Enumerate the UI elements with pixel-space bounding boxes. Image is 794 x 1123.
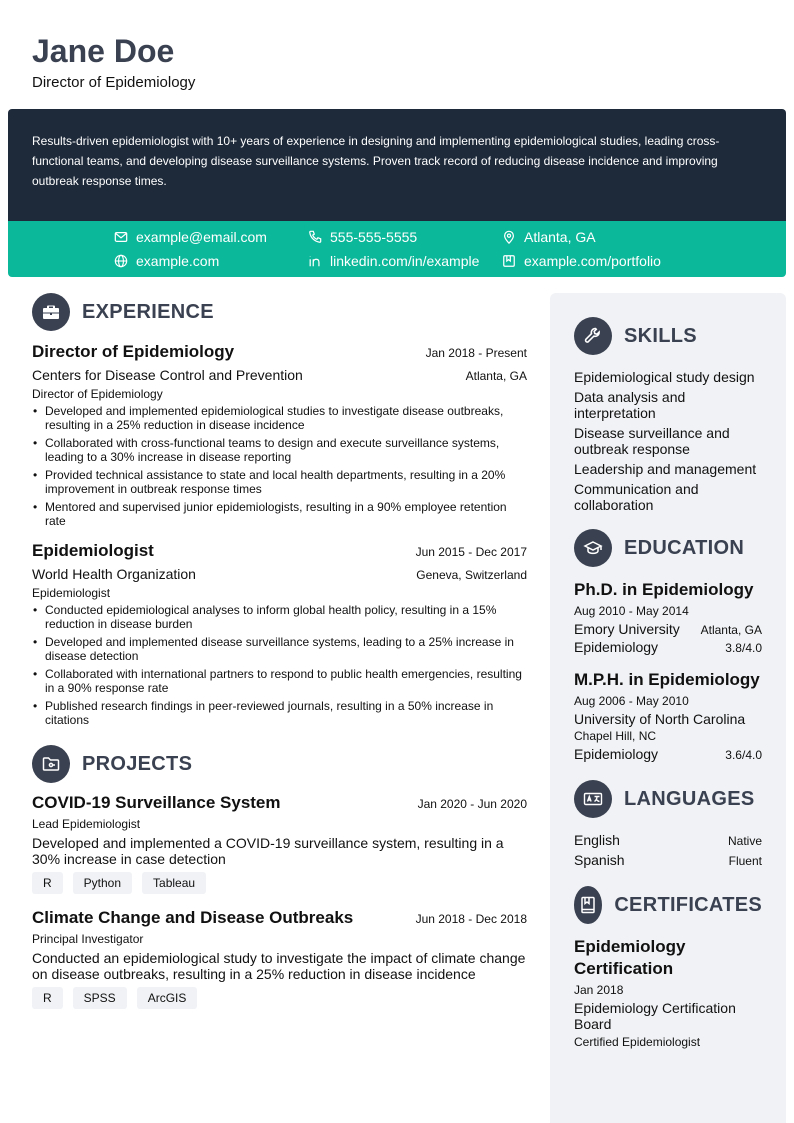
project-entry [32, 908, 527, 1009]
experience-heading [32, 293, 527, 331]
contact-bar [8, 221, 786, 277]
language-name: Spanish [574, 852, 625, 868]
contact-website-text: example.com [136, 253, 220, 269]
skill-tag: R [32, 872, 63, 894]
project-title: COVID-19 Surveillance System [32, 793, 281, 812]
languages-heading [574, 780, 762, 818]
phone-icon [308, 230, 322, 244]
contact-linkedin-text: linkedin.com/in/example [330, 253, 480, 269]
summary-text: Results-driven epidemiologist with 10+ years of experience in designing and implementing epidemiological studies, leading cross-functional teams, and developing disease surveillance systems. Proven track record of reducing disease incidence and improving outbreak response times. [32, 134, 720, 188]
language-name: English [574, 832, 620, 848]
education-entry [574, 579, 762, 655]
list-item: • Developed and implemented disease surveillance systems, leading to a 25% increase in disease detection [32, 635, 527, 663]
candidate-title: Director of Epidemiology [32, 74, 196, 91]
education-title: EDUCATION [624, 536, 745, 559]
job-organization: World Health Organization [32, 566, 196, 582]
skill-tag: R [32, 987, 63, 1009]
certificate-issuer: Epidemiology Certification Board [574, 1000, 736, 1032]
job-entry [32, 342, 527, 528]
contact-location [502, 228, 596, 246]
education-dates: Aug 2010 - May 2014 [574, 604, 689, 618]
certificates-title: CERTIFICATES [614, 893, 762, 916]
project-dates: Jan 2020 - Jun 2020 [417, 797, 527, 811]
languages-list [574, 832, 762, 868]
languages-title: LANGUAGES [624, 787, 755, 810]
degree-title: Ph.D. in Epidemiology [574, 580, 754, 599]
certificate-book-icon [574, 886, 602, 924]
list-item: Communication and collaboration [574, 481, 699, 513]
contact-linkedin[interactable] [308, 252, 479, 270]
project-description: Developed and implemented a COVID-19 surveillance system, resulting in a 30% increase in case detection [32, 835, 504, 867]
contact-website[interactable] [114, 252, 219, 270]
main-column [32, 293, 527, 1009]
school-location: Chapel Hill, NC [574, 729, 657, 743]
contact-portfolio[interactable] [502, 252, 661, 270]
graduation-cap-icon [574, 529, 612, 567]
list-item: • Collaborated with cross-functional teams to design and execute surveillance systems, leading to a 30% increase in disease reporting [32, 436, 527, 464]
project-role: Lead Epidemiologist [32, 817, 141, 831]
folder-icon [32, 745, 70, 783]
school-name: University of North Carolina [574, 711, 746, 727]
job-entry [32, 541, 527, 727]
job-bullets [32, 603, 527, 727]
project-tags [32, 987, 527, 1009]
gpa: 3.8/4.0 [725, 641, 762, 655]
project-role: Principal Investigator [32, 932, 144, 946]
certificate-name: Epidemiology Certification [574, 937, 686, 978]
projects-title: PROJECTS [82, 752, 193, 775]
list-item: Epidemiological study design [574, 369, 755, 385]
field-of-study: Epidemiology [574, 639, 659, 655]
globe-icon [114, 254, 128, 268]
map-pin-icon [502, 230, 516, 244]
list-item: Disease surveillance and outbreak response [574, 425, 730, 457]
list-item [574, 852, 762, 868]
language-level: Fluent [728, 854, 762, 868]
project-dates: Jun 2018 - Dec 2018 [415, 912, 527, 926]
job-location: Atlanta, GA [465, 369, 527, 383]
certificate-detail: Certified Epidemiologist [574, 1035, 701, 1049]
list-item: Leadership and management [574, 461, 757, 477]
list-item: • Mentored and supervised junior epidemiologists, resulting in a 90% employee retention rate [32, 500, 527, 528]
experience-title: EXPERIENCE [82, 300, 214, 323]
linkedin-icon [308, 254, 322, 268]
education-heading [574, 529, 762, 567]
sidebar [550, 293, 786, 1123]
project-entry [32, 793, 527, 894]
gpa: 3.6/4.0 [725, 748, 762, 762]
school-location: Atlanta, GA [700, 623, 762, 637]
project-description: Conducted an epidemiological study to investigate the impact of climate change on disease outbreaks, resulting in a 25% reduction in disease incidence [32, 950, 526, 982]
job-dates: Jun 2015 - Dec 2017 [415, 545, 527, 559]
contact-email-text: example@email.com [136, 229, 267, 245]
job-title: Epidemiologist [32, 541, 154, 560]
list-item: Data analysis and interpretation [574, 389, 686, 421]
job-title: Director of Epidemiology [32, 342, 235, 361]
job-role: Director of Epidemiology [32, 387, 163, 401]
wrench-icon [574, 317, 612, 355]
job-organization: Centers for Disease Control and Prevention [32, 367, 303, 383]
skill-tag: SPSS [73, 987, 127, 1009]
candidate-name: Jane Doe [32, 33, 175, 69]
education-dates: Aug 2006 - May 2010 [574, 694, 689, 708]
list-item: • Developed and implemented epidemiological studies to investigate disease outbreaks, resulting in a 25% reduction in disease incidence [32, 404, 527, 432]
list-item: • Published research findings in peer-reviewed journals, resulting in a 50% increase in citations [32, 699, 527, 727]
list-item: • Conducted epidemiological analyses to inform global health policy, resulting in a 15% reduction in disease burden [32, 603, 527, 631]
contact-email[interactable] [114, 228, 267, 246]
mail-icon [114, 230, 128, 244]
certificate-date: Jan 2018 [574, 983, 624, 997]
projects-heading [32, 745, 527, 783]
skills-list [574, 369, 762, 513]
skill-tag: ArcGIS [137, 987, 198, 1009]
skill-tag: Python [73, 872, 132, 894]
list-item: • Collaborated with international partners to respond to public health emergencies, resulting in a 90% response rate [32, 667, 527, 695]
briefcase-icon [32, 293, 70, 331]
certificate-entry [574, 936, 762, 1049]
job-location: Geneva, Switzerland [416, 568, 527, 582]
skills-heading [574, 317, 762, 355]
contact-phone[interactable] [308, 228, 417, 246]
school-name: Emory University [574, 621, 680, 637]
list-item [574, 832, 762, 848]
field-of-study: Epidemiology [574, 746, 659, 762]
project-tags [32, 872, 527, 894]
resume-header [32, 32, 195, 91]
job-role: Epidemiologist [32, 586, 111, 600]
contact-location-text: Atlanta, GA [524, 229, 596, 245]
job-bullets [32, 404, 527, 528]
skills-title: SKILLS [624, 324, 697, 347]
degree-title: M.P.H. in Epidemiology [574, 670, 760, 689]
language-level: Native [727, 834, 762, 848]
portfolio-icon [502, 254, 516, 268]
job-dates: Jan 2018 - Present [425, 346, 527, 360]
contact-portfolio-text: example.com/portfolio [524, 253, 661, 269]
project-title: Climate Change and Disease Outbreaks [32, 908, 354, 927]
contact-phone-text: 555-555-5555 [330, 229, 418, 245]
summary-panel [8, 109, 786, 221]
skill-tag: Tableau [142, 872, 206, 894]
education-entry [574, 669, 762, 762]
certificates-heading [574, 886, 762, 924]
list-item: • Provided technical assistance to state and local health departments, resulting in a 20% improvement in outbreak response times [32, 468, 527, 496]
language-icon [574, 780, 612, 818]
